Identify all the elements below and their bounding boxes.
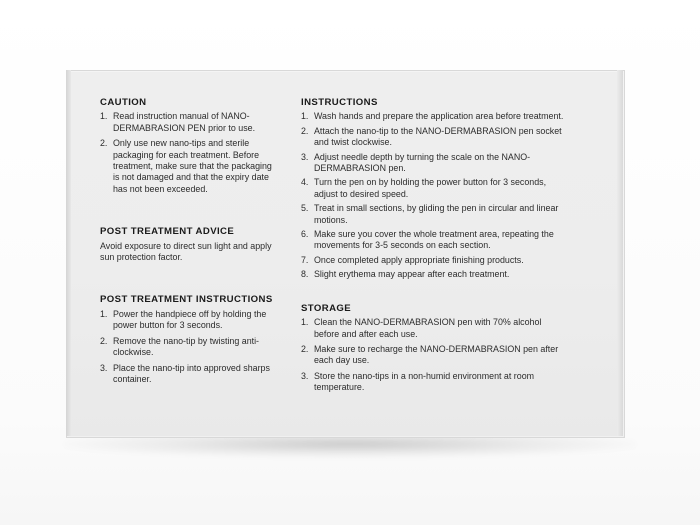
list-item — [301, 152, 569, 175]
item-text: Treat in small sections, by gliding the pen in circular and linear motions. — [314, 203, 559, 225]
caution-heading: CAUTION — [100, 97, 147, 108]
list-item — [301, 344, 569, 367]
item-text: Make sure you cover the whole treatment area, repeating the movements for 3-5 seconds on each section. — [314, 229, 554, 251]
list-item — [100, 111, 275, 134]
storage-list — [301, 317, 569, 393]
item-number: 2. — [301, 125, 309, 136]
post-treatment-instructions-list — [100, 309, 275, 385]
instructions-section — [301, 97, 569, 281]
item-number: 2. — [301, 343, 309, 354]
item-text: Read instruction manual of NANO-DERMABRASION PEN prior to use. — [113, 111, 256, 133]
list-item — [301, 177, 569, 200]
item-text: Wash hands and prepare the application area before treatment. — [314, 111, 564, 122]
list-item — [301, 203, 569, 226]
item-text: Only use new nano-tips and sterile packaging for each treatment. Before treatment, make sure that the packaging is not damaged and that the expiry date has not been exceeded. — [113, 138, 272, 194]
item-number: 3. — [100, 362, 108, 373]
post-treatment-advice-heading: POST TREATMENT ADVICE — [100, 226, 235, 238]
item-text: Remove the nano-tip by twisting anti-clockwise. — [113, 335, 260, 358]
list-item — [301, 229, 569, 252]
caution-section — [100, 97, 275, 195]
item-text: Store the nano-tips in a non-humid environment at room temperature. — [314, 370, 535, 393]
list-item — [100, 336, 275, 359]
right-column — [301, 97, 569, 398]
item-number: 1. — [301, 111, 309, 122]
post-treatment-instructions-section — [100, 294, 275, 385]
item-text: Clean the NANO-DERMABRASION pen with 70% alcohol before and after each use. — [314, 317, 542, 339]
item-text: Slight erythema may appear after each treatment. — [314, 269, 510, 280]
list-item — [100, 138, 275, 195]
list-item — [301, 269, 569, 280]
item-number: 1. — [100, 111, 108, 122]
list-item — [301, 126, 569, 149]
post-treatment-advice-text: Avoid exposure to direct sun light and apply sun protection factor. — [100, 240, 272, 263]
item-text: Power the handpiece off by holding the power button for 3 seconds. — [113, 308, 267, 331]
box-left-edge — [66, 70, 71, 436]
item-text: Make sure to recharge the NANO-DERMABRASION pen after each day use. — [314, 343, 559, 366]
box-right-edge — [617, 70, 623, 436]
item-text: Place the nano-tip into approved sharps container. — [113, 362, 270, 384]
caution-list — [100, 111, 275, 195]
item-number: 1. — [301, 317, 309, 328]
list-item — [301, 111, 569, 122]
item-number: 7. — [301, 254, 309, 265]
item-number: 5. — [301, 203, 309, 214]
instructions-heading: INSTRUCTIONS — [301, 97, 378, 108]
item-text: Once completed apply appropriate finishing products. — [314, 254, 524, 265]
storage-heading: STORAGE — [301, 302, 352, 314]
left-column — [100, 97, 275, 389]
list-item — [100, 309, 275, 332]
list-item — [301, 317, 569, 340]
post-treatment-advice-section — [100, 226, 275, 263]
item-number: 1. — [100, 308, 108, 319]
list-item — [301, 255, 569, 266]
item-number: 4. — [301, 177, 309, 188]
item-text: Turn the pen on by holding the power button for 3 seconds, adjust to desired speed. — [314, 177, 547, 199]
list-item — [100, 363, 275, 386]
item-text: Adjust needle depth by turning the scale on the NANO-DERMABRASION pen. — [314, 151, 531, 174]
item-number: 2. — [100, 335, 108, 346]
item-number: 2. — [100, 138, 108, 149]
post-treatment-instructions-heading: POST TREATMENT INSTRUCTIONS — [100, 294, 273, 306]
storage-section — [301, 303, 569, 394]
item-number: 3. — [301, 151, 309, 162]
item-number: 3. — [301, 370, 309, 381]
instructions-list — [301, 111, 569, 280]
item-text: Attach the nano-tip to the NANO-DERMABRASION pen socket and twist clockwise. — [314, 125, 562, 148]
item-number: 6. — [301, 229, 309, 240]
list-item — [301, 371, 569, 394]
item-number: 8. — [301, 269, 309, 280]
